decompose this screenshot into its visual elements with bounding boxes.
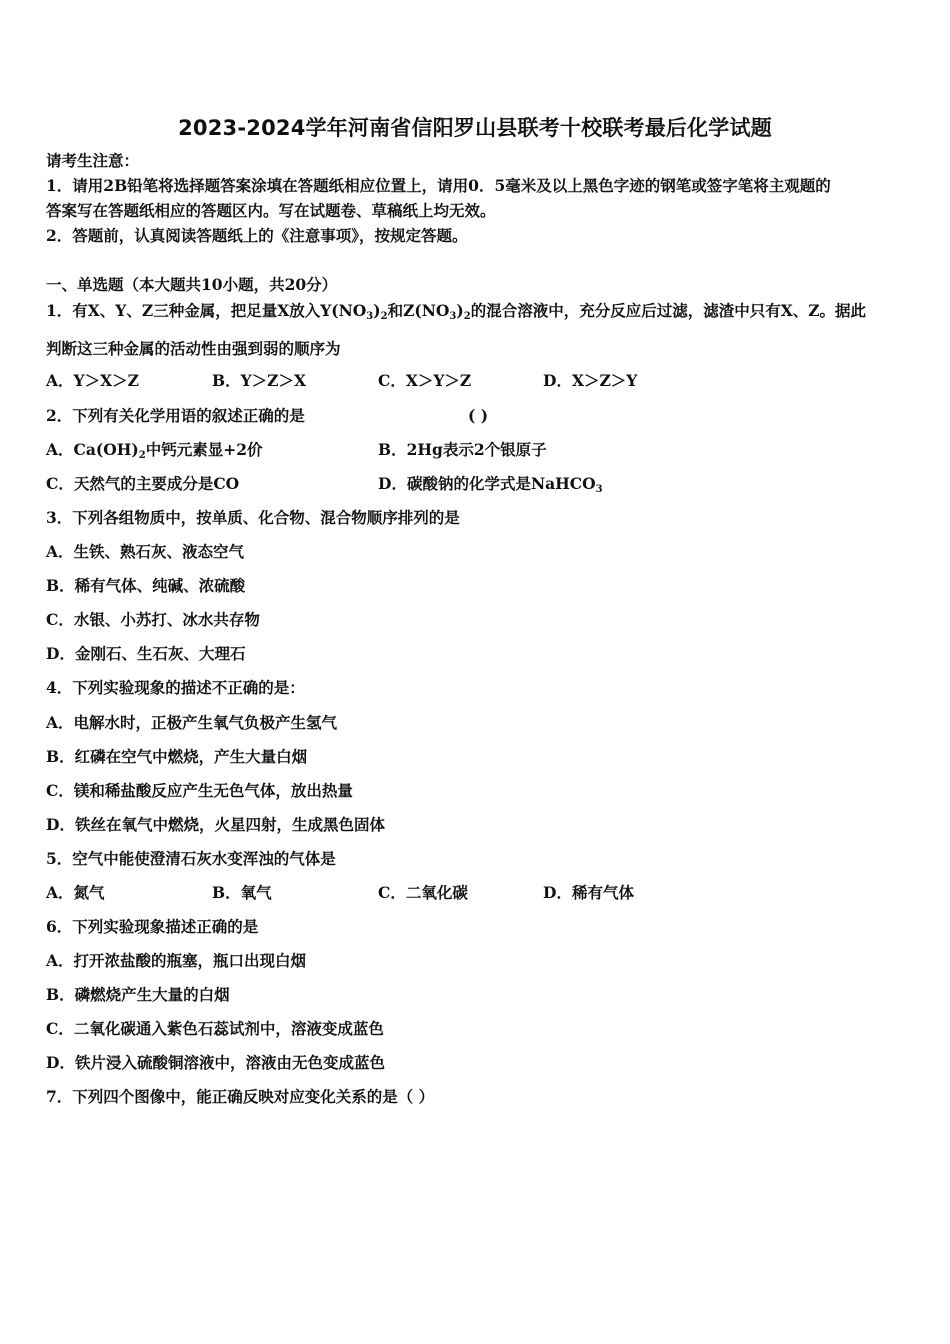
q3-option-c: C．水银、小苏打、冰水共存物 (46, 610, 260, 629)
section-heading: 一、单选题（本大题共10小题，共20分） (46, 275, 338, 294)
question-1-stem (46, 300, 866, 322)
q1-text: ) (373, 301, 381, 320)
q1-text: 1．有X、Y、Z三种金属，把足量X放入Y(NO (46, 301, 367, 320)
q1-subscript: 2 (380, 311, 388, 322)
q6-option-a: A．打开浓盐酸的瓶塞，瓶口出现白烟 (46, 951, 307, 970)
q1-subscript: 2 (463, 311, 471, 322)
q1-subscript: 3 (366, 311, 374, 322)
q2-option-d (378, 473, 603, 495)
q2-option-d-text: D．碳酸钠的化学式是NaHCO (378, 474, 596, 493)
q5-option-d: D．稀有气体 (543, 883, 634, 902)
q3-option-b: B．稀有气体、纯碱、浓硫酸 (46, 576, 246, 595)
q5-option-b: B．氧气 (212, 883, 272, 902)
page-title: 2023-2024学年河南省信阳罗山县联考十校联考最后化学试题 (178, 116, 772, 140)
q3-option-a: A．生铁、熟石灰、液态空气 (46, 542, 245, 561)
question-5-stem: 5．空气中能使澄清石灰水变浑浊的气体是 (46, 849, 336, 868)
q3-option-d: D．金刚石、生石灰、大理石 (46, 644, 246, 663)
notice-heading: 请考生注意： (46, 151, 140, 170)
q1-option-b: B．Y＞Z＞X (212, 371, 307, 390)
q2-option-a-text: 中钙元素显+2价 (145, 440, 263, 459)
notice-item2: 2．答题前，认真阅读答题纸上的《注意事项》，按规定答题。 (46, 226, 468, 245)
q1-text: 和Z(NO (387, 301, 450, 320)
q6-option-b: B．磷燃烧产生大量的白烟 (46, 985, 230, 1004)
q5-option-a: A．氮气 (46, 883, 105, 902)
notice-item1-line2: 答案写在答题纸相应的答题区内。写在试题卷、草稿纸上均无效。 (46, 201, 496, 220)
q4-option-d: D．铁丝在氧气中燃烧，火星四射，生成黑色固体 (46, 815, 385, 834)
question-6-stem: 6．下列实验现象描述正确的是 (46, 917, 259, 936)
question-3-stem: 3．下列各组物质中，按单质、化合物、混合物顺序排列的是 (46, 508, 460, 527)
q2-option-d-subscript: 3 (595, 484, 603, 495)
q1-option-c: C．X＞Y＞Z (378, 371, 472, 390)
q2-option-c: C．天然气的主要成分是CO (46, 474, 240, 493)
q1-option-d: D．X＞Z＞Y (543, 371, 638, 390)
q4-option-b: B．红磷在空气中燃烧，产生大量白烟 (46, 747, 308, 766)
q1-option-a: A．Y＞X＞Z (46, 371, 139, 390)
q6-option-d: D．铁片浸入硫酸铜溶液中，溶液由无色变成蓝色 (46, 1053, 385, 1072)
q2-answer-parentheses: ( ) (468, 406, 489, 425)
q6-option-c: C．二氧化碳通入紫色石蕊试剂中，溶液变成蓝色 (46, 1019, 384, 1038)
q1-subscript: 3 (449, 311, 457, 322)
q2-option-b: B．2Hg表示2个银原子 (378, 440, 547, 459)
question-7-stem: 7．下列四个图像中，能正确反映对应变化关系的是（ ） (46, 1087, 435, 1106)
q1-text: ) (456, 301, 464, 320)
q2-option-a-subscript: 2 (138, 450, 146, 461)
question-4-stem: 4．下列实验现象的描述不正确的是： (46, 678, 305, 697)
q4-option-a: A．电解水时，正极产生氧气负极产生氢气 (46, 713, 338, 732)
notice-item1-line1: 1．请用2B铅笔将选择题答案涂填在答题纸相应位置上，请用0．5毫米及以上黑色字迹的钢笔或签字笔将主观题的 (46, 176, 831, 195)
q2-option-a (46, 439, 262, 461)
q5-option-c: C．二氧化碳 (378, 883, 468, 902)
q4-option-c: C．镁和稀盐酸反应产生无色气体，放出热量 (46, 781, 353, 800)
question-1-stem-line2: 判断这三种金属的活动性由强到弱的顺序为 (46, 339, 341, 358)
q1-text: 的混合溶液中，充分反应后过滤，滤渣中只有X、Z。据此 (470, 301, 867, 320)
question-2-stem: 2．下列有关化学用语的叙述正确的是 (46, 406, 305, 425)
q2-option-a-text: A．Ca(OH) (46, 440, 139, 459)
